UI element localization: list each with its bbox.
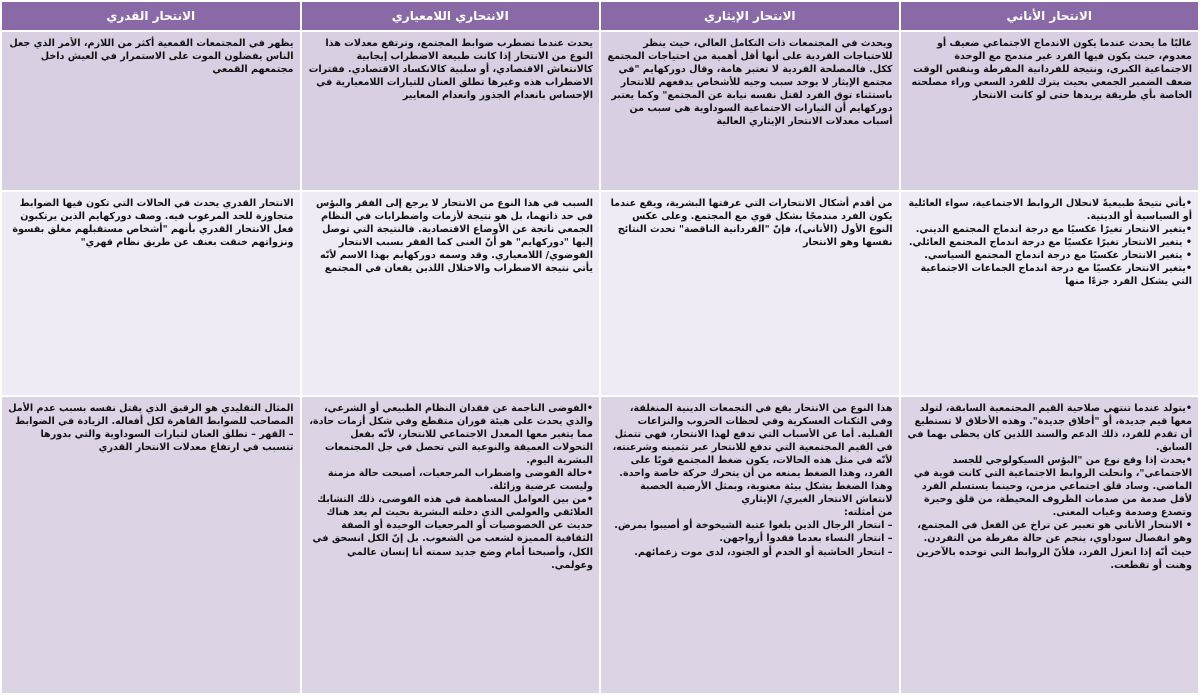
cell-fatalistic-causes (2, 192, 300, 395)
bullet-item: • الانتحار الأناني هو تعبير عن تراخ عن الفعل في المجتمع، وهو انفصال سوداوي، ينجم عن حالة مفرطة من التفردن. حيث أنّه إذا انعزل الفرد، فلأنّ الروابط التي توحده بالآخرين وهنت أو تقطعت. (916, 520, 1192, 571)
cell-altruistic-causes (601, 192, 899, 395)
bullet-item: •يتغير الانتحار تغيرًا عكسيًا مع درجة اندماج المجتمع الديني. (915, 224, 1192, 236)
cell-paragraph: الانتحار القدري يحدث في الحالات التي تكون فيها الضوابط متجاوزة للحد المرغوب فيه. وصف دوركهايم الذين يرتكبون فعل الانتحار القدري بأنهم "أشخاص مستقبلهم مغلق بقسوة ونزواتهم خنقت بعنف عن طريق نظام قهري" (12, 198, 294, 249)
cell-paragraph: ويحدث في المجتمعات ذات التكامل العالي، حيث ينظر للاحتياجات الفردية على أنها أقل أهمية من احتياجات المجتمع ككل. فالمصلحة الفردية لا تعتبر هامة، وقال دوركهايم "في مجتمع الإيثار لا يوجد سبب وجيه للأشخاص يدفعهم للانتحار باستثناء توق الفرد لقتل نفسه نيابة عن المجتمع" وكما يعتبر دوركهايم أن التيارات الاجتماعية السوداوية هي سبب من أسباب معدلات الانتحار الإيثاري العالية (607, 38, 893, 128)
header-anomic-suicide: الانتحاري اللامعياري (302, 2, 600, 30)
table-row-definition (2, 32, 1198, 190)
cell-paragraph: غالبًا ما يحدث عندما يكون الاندماج الاجتماعي ضعيف أو معدوم، حيث يكون فيها الفرد غير مندمج مع الوحدة الاجتماعية الكبرى، ونتيجة للفردانية المفرطة وبنفس الوقت ضعف الضمير الجمعي بحيث يترك للفرد السعي وراء مصلحته الخاصة بأي طريقة يريدها حتى لو كانت الانتحار (911, 38, 1192, 102)
cell-altruistic-definition (601, 32, 899, 190)
header-altruistic-suicide: الانتحار الإيثاري (601, 2, 899, 30)
cell-anomic-definition (302, 32, 600, 190)
cell-paragraph: السبب في هذا النوع من الانتحار لا يرجع إلى الفقر والبؤس في حد ذاتهما، بل هو نتيجة لأزمات واضطرابات في النظام الجمعي ناتجة عن الأوضاع الاقتصادية. فالنتيجة التي توصل إليها "دوركهايم" هو أنّ الغنى كما الفقر بسبب الانتحار الفوضوي/ اللامعياري. وقد وسمه دوركهايم بهذا الاسم لأنّه يأتي نتيجة الاضطراب والاختلال اللذين يقعان في المجتمع (315, 198, 593, 275)
bullet-item: • يتغير الانتحار تغيرًا عكسيًا مع درجة اندماج المجتمع العائلي. (908, 237, 1192, 249)
bullet-item: •حالة الفوضى واضطراب المرجعيات، أصبحت حالة مزمنة وليست عرضية وزائلة. (327, 468, 593, 493)
cell-paragraph: من أقدم أشكال الانتحارات التي عرفتها البشرية، ويقع عندما يكون الفرد مندمجًا بشكل قوي مع المجتمع. وعلى عكس النوع الأول (الأناني)، فإنّ "الفردانية الناقصة" تحدث النتائج نفسها وهو الانتحار (610, 198, 893, 249)
header-fatalistic-suicide: الانتحار القدري (2, 2, 300, 30)
table-row-causes (2, 192, 1198, 395)
bullet-item: •الفوضى الناجمة عن فقدان النظام الطبيعي أو الشرعي، والذي يحدث على هيئة فوران متقطع وفي شكل أزمات حادة، مما يتغير معها المعدل الاجتماعي للانتحار، لأنّه بفعل التحولات العميقة والنوعية التي تحصل في جل المجتمعات البشرية اليوم. (309, 403, 593, 467)
example-item: – انتحار الرجال الذين بلغوا عتبة الشيخوخة أو أصيبوا بمرض. (614, 520, 893, 532)
bullet-item: •يحدث إذا وقع نوع من "البؤس السيكولوجي للجسد الاجتماعي"، وانحلت الروابط الاجتماعية التي كانت قوية في الماضي. وساد قلق اجتماعي مزمن، وحينما يستسلم الفرد لأقل صدمة من صدمات الظروف المحيطة، من قلق وحيرة وتصدع وصدمة وغياب المعنى. (913, 455, 1192, 519)
bullet-item: •يتولد عندما تنتهي صلاحية القيم المجتمعية السابقة، لتولد معها قيم جديدة، أو "أخلاق جديدة". وهذه الأخلاق لا تستطيع أن تقدم للفرد، ذلك الدعم والسند اللذين كان يحظى بهما في السابق. (907, 403, 1192, 454)
example-item: – انتحار الحاشية أو الخدم أو الجنود، لدى موت زعمائهم. (634, 546, 893, 558)
bullet-item: •يتغير الانتحار عكسيًا مع درجة اندماج الجماعات الاجتماعية التي يشكل الفرد جزءًا منها (920, 263, 1192, 288)
header-row (2, 2, 1198, 30)
table-row-examples (2, 397, 1198, 693)
bullet-item: • يتغير الانتحار عكسيًا مع درجة اندماج المجتمع السياسي. (924, 250, 1192, 262)
cell-fatalistic-definition (2, 32, 300, 190)
cell-fatalistic-examples (2, 397, 300, 693)
examples-heading: من أمثلته: (843, 507, 893, 519)
cell-paragraph: المثال التقليدي هو الرقيق الذي يقتل نفسه بسبب عدم الأمل المصاحب للضوابط القاهرة لكل أفعاله. الزيادة في الضوابط – القهر – تطلق العنان لتيارات السوداوية والتي بدورها تتسبب في ارتفاع معدلات الانتحار القدري (8, 403, 294, 454)
cell-paragraph: هذا النوع من الانتحار يقع في التجمعات الدينية المنغلقة، وفي الثكنات العسكرية وفي لحظات الحروب والنزاعات القبلية. أما عن الأسباب التي تدفع لهذا الانتحار، فهي تتمثل في القيم المجتمعية التي تدفع للانتحار عبر تثمينه وشرعنته، لأنّه في مثل هذه الحالات، يكون ضغط المجتمع قويًا على الفرد، وهذا الضغط يمنعه من أن يتحرك حركة خاصة واحدة. وهذا الضغط يشكل بيئة معنوية، وبمثل الأرضية الخصبة لانتعاش الانتحار الغيري/ الإيثاري (612, 403, 893, 506)
bullet-item: •من بين العوامل المساهمة في هذه الفوضى، ذلك التشابك العلائقي والعولمي الذي دخلته البشرية بحيث لم يعد هناك حديث عن الخصوصيات أو المرجعيات الوحيدة أو الصفة الثقافية المميزة لشعب من الشعوب. بل إنّ الكل انسحق في الكل، وأصبحنا أمام وضع جديد سمته أنا إنسان عالمي وعولمي. (312, 494, 593, 571)
cell-anomic-examples (302, 397, 600, 693)
header-egoistic-suicide: الانتحار الأناني (901, 2, 1199, 30)
cell-paragraph: يحدث عندما تضطرب ضوابط المجتمع، وترتفع معدلات هذا النوع من الانتحار إذا كانت طبيعة الاضطراب إيجابية كالانتعاش الاقتصادي، أو سلبية كالانكساد الاقتصادي. ففترات الاضطراب هذه وغيرها تطلق العنان للتيارات اللامعيارية في الإحساس بانعدام الجذور وانعدام المعايير (308, 38, 593, 102)
cell-paragraph: يظهر في المجتمعات القمعية أكثر من اللازم، الأمر الذي جعل الناس يفضلون الموت على الاستمرار في العيش داخل مجتمعهم القمعي (9, 38, 294, 76)
example-item: – انتحار النساء بعدما فقدوا أزواجهن. (719, 533, 893, 545)
cell-egoistic-definition (901, 32, 1199, 190)
cell-anomic-causes (302, 192, 600, 395)
cell-egoistic-causes (901, 192, 1199, 395)
cell-egoistic-examples (901, 397, 1199, 693)
cell-altruistic-examples (601, 397, 899, 693)
bullet-item: •يأتي نتيجةً طبيعيةً لانحلال الروابط الاجتماعية، سواء العائلية أو السياسية أو الدينية. (908, 198, 1192, 223)
